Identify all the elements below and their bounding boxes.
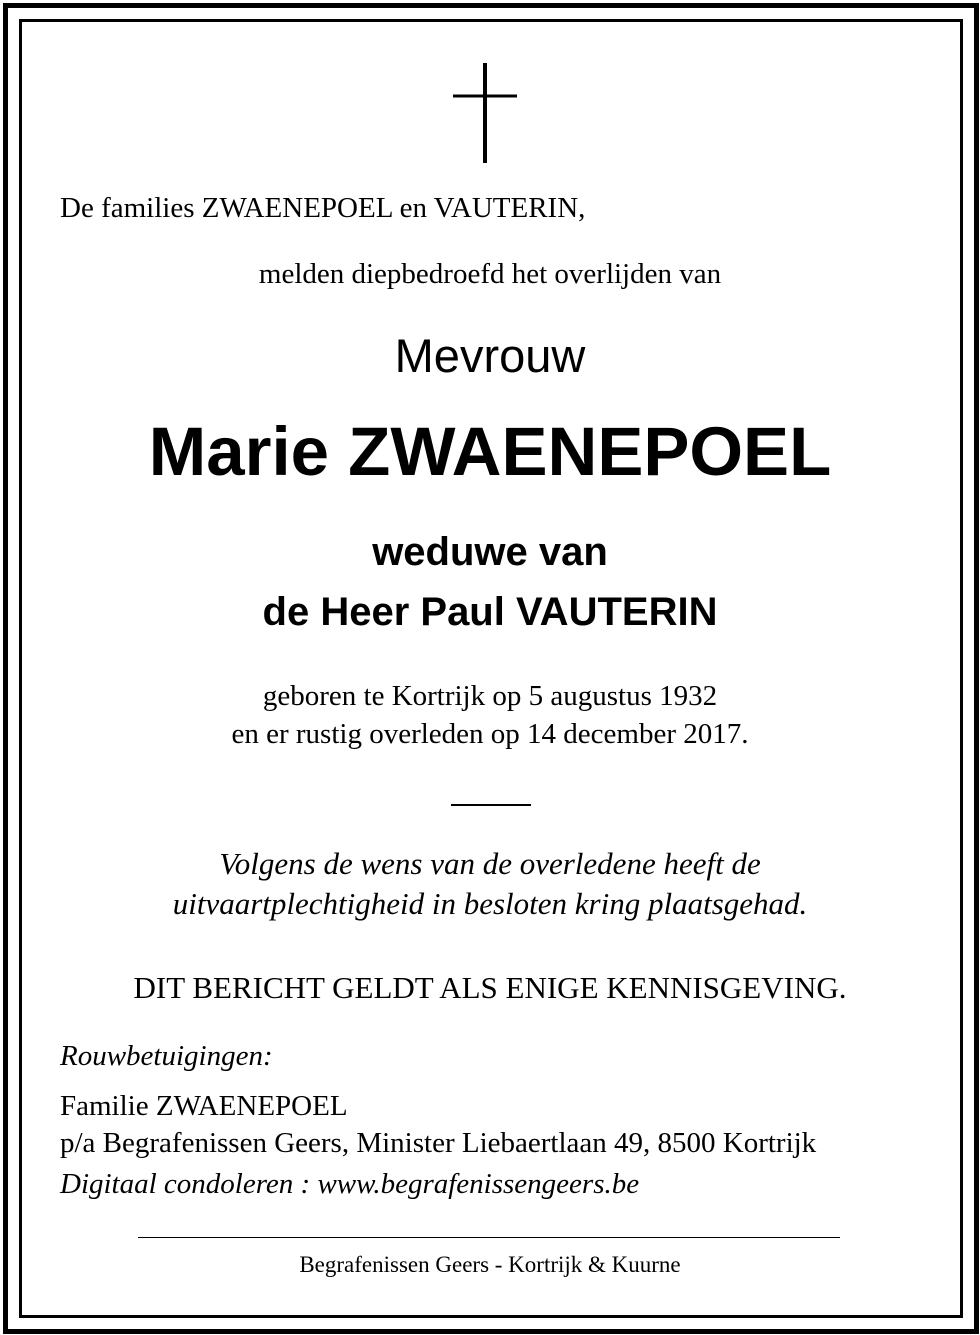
salutation: Mevrouw [394,329,586,382]
funeral-note-line-2: uitvaartplechtigheid in besloten kring plaatsgehad. [172,886,808,921]
death-line: en er rustig overleden op 14 december 2017. [231,718,749,750]
widow-of-label: weduwe van [372,530,608,574]
condolences-heading: Rouwbetuigingen: [60,1040,273,1072]
condolences-recipient: Familie ZWAENEPOEL [60,1090,348,1122]
footer-company: Begrafenissen Geers - Kortrijk & Kuurne [299,1252,681,1277]
birth-line: geboren te Kortrijk op 5 augustus 1932 [262,680,718,712]
deceased-name: Marie ZWAENEPOEL [148,413,832,490]
latin-cross-icon [453,63,517,163]
short-divider [451,804,531,806]
announcement-line: melden diepbedroefd het overlijden van [258,258,722,290]
digital-condolences: Digitaal condoleren : www.begrafenissengeers.be [60,1168,640,1200]
families-line: De families ZWAENEPOEL en VAUTERIN, [60,192,586,224]
condolences-address: p/a Begrafenissen Geers, Minister Liebaertlaan 49, 8500 Kortrijk [60,1127,817,1159]
spouse-name: de Heer Paul VAUTERIN [262,590,718,634]
official-notice: DIT BERICHT GELDT ALS ENIGE KENNISGEVING. [133,970,847,1005]
funeral-note-line-1: Volgens de wens van de overledene heeft de [219,846,761,881]
footer-divider [138,1237,840,1238]
